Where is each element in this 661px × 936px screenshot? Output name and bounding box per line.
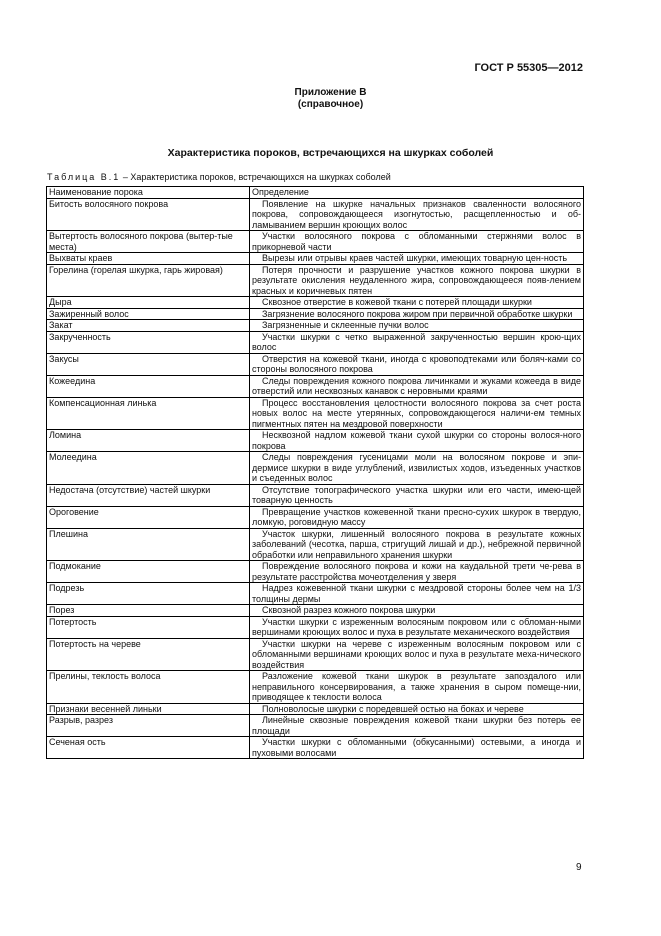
defect-name-cell: Закрученность xyxy=(47,331,250,353)
defect-definition-cell xyxy=(250,638,584,671)
table-row xyxy=(47,583,584,605)
defect-name-cell: Битость волосяного покрова xyxy=(47,198,250,231)
defect-name-cell: Компенсационная линька xyxy=(47,397,250,430)
appendix-heading xyxy=(0,87,661,111)
defect-name-cell: Недостача (отсутствие) частей шкурки xyxy=(47,484,250,506)
table-row xyxy=(47,353,584,375)
document-code: ГОСТ Р 55305—2012 xyxy=(474,62,583,74)
defect-name-cell: Зажиренный волос xyxy=(47,308,250,320)
defect-definition-text: Надрез кожевенной ткани шкурки с мездровой стороны более чем на 1/3 толщины дермы xyxy=(252,583,581,604)
table-caption-text: – Характеристика пороков, встречающихся на шкурках соболей xyxy=(120,172,391,182)
defect-name-cell: Подрезь xyxy=(47,583,250,605)
defect-name-cell: Закусы xyxy=(47,353,250,375)
table-header-row xyxy=(47,187,584,199)
table-body xyxy=(47,198,584,759)
defect-definition-cell xyxy=(250,583,584,605)
defect-definition-text: Несквозной надлом кожевой ткани сухой шкурки со стороны волося-ного покрова xyxy=(252,430,581,451)
defect-definition-text: Полноволосые шкурки с поредевшей остью на боках и череве xyxy=(262,703,524,714)
table-row xyxy=(47,671,584,704)
defect-definition-cell xyxy=(250,528,584,561)
defect-definition-cell xyxy=(250,320,584,332)
defect-definition-text: Вырезы или отрывы краев частей шкурки, имеющих товарную цен-ность xyxy=(262,253,568,263)
column-header-definition: Определение xyxy=(250,187,584,199)
table-row xyxy=(47,264,584,297)
defects-table xyxy=(46,186,584,759)
defect-definition-text: Отсутствие топографического участка шкурки или его части, имею-щей товарную ценность xyxy=(252,484,581,505)
defect-name-cell: Плешина xyxy=(47,528,250,561)
defect-definition-cell xyxy=(250,703,584,715)
defect-name-cell: Выхваты краев xyxy=(47,253,250,265)
defect-name-cell: Признаки весенней линьки xyxy=(47,703,250,715)
defect-definition-cell xyxy=(250,671,584,704)
defect-definition-cell xyxy=(250,737,584,759)
table-caption-label: Таблица В.1 xyxy=(47,172,121,182)
table-row xyxy=(47,253,584,265)
defect-definition-cell xyxy=(250,308,584,320)
defect-definition-cell xyxy=(250,198,584,231)
table-row xyxy=(47,375,584,397)
table-row xyxy=(47,297,584,309)
defect-definition-text: Процесс восстановления целостности волосяного покрова за счет роста новых волос на месте утерянных, сопровождающегося наличи-ем темных пигментных пятен на мездровой поверхности xyxy=(252,397,581,429)
table-row xyxy=(47,308,584,320)
table-row xyxy=(47,484,584,506)
defect-definition-text: Загрязнение волосяного покрова жиром при первичной обработке шкурки xyxy=(262,308,573,319)
defect-definition-text: Участки шкурки на череве с изреженным волосяным покровом или с обломанными вершинами кроющих волос и пуха в результате меха-нического воздействия xyxy=(252,638,581,670)
defect-name-cell: Закат xyxy=(47,320,250,332)
defect-name-cell: Ломина xyxy=(47,430,250,452)
defect-name-cell: Потертость xyxy=(47,616,250,638)
table-row xyxy=(47,198,584,231)
table-row xyxy=(47,638,584,671)
defect-definition-text: Участки шкурки с изреженным волосяным покровом или с обломан-ными вершинами кроющих волос и пуха в результате механического воздействия xyxy=(252,616,581,637)
defect-definition-cell xyxy=(250,561,584,583)
table-row xyxy=(47,331,584,353)
table-row xyxy=(47,320,584,332)
section-title: Характеристика пороков, встречающихся на шкурках соболей xyxy=(167,147,494,159)
defect-definition-text: Превращение участков кожевенной ткани пресно-сухих шкурок в твердую, ломкую, роговидную массу xyxy=(252,506,581,527)
defect-name-cell: Вытертость волосяного покрова (вытер-тые места) xyxy=(47,231,250,253)
table-row xyxy=(47,616,584,638)
defect-definition-text: Сквозное отверстие в кожевой ткани с потерей площади шкурки xyxy=(262,297,532,307)
defect-name-cell: Сеченая ость xyxy=(47,737,250,759)
table-row xyxy=(47,605,584,617)
defect-definition-cell xyxy=(250,430,584,452)
defect-definition-cell xyxy=(250,616,584,638)
defect-definition-text: Участки волосяного покрова с обломанными стержнями волос в прикорневой части xyxy=(252,231,581,252)
table-row xyxy=(47,737,584,759)
defect-name-cell: Молеедина xyxy=(47,452,250,485)
defect-definition-cell xyxy=(250,715,584,737)
defect-definition-cell xyxy=(250,506,584,528)
defect-name-cell: Подмокание xyxy=(47,561,250,583)
table-row xyxy=(47,561,584,583)
defect-definition-text: Появление на шкурке начальных признаков сваленности волосяного покрова, сопровождающееся изогнутостью, расщепленностью и об-ламыванием вершин кроющих волос xyxy=(252,198,581,230)
defect-definition-cell xyxy=(250,331,584,353)
page-number: 9 xyxy=(576,862,582,873)
table-row xyxy=(47,703,584,715)
defect-definition-cell xyxy=(250,231,584,253)
defect-definition-text: Загрязненные и склеенные пучки волос xyxy=(262,320,429,330)
defect-definition-text: Сквозной разрез кожного покрова шкурки xyxy=(262,605,436,615)
table-caption xyxy=(47,172,391,182)
defect-definition-cell xyxy=(250,353,584,375)
defect-definition-cell xyxy=(250,375,584,397)
table-row xyxy=(47,506,584,528)
table-row xyxy=(47,397,584,430)
defect-definition-text: Потеря прочности и разрушение участков кожного покрова шкурки в результате окисления неудаленного жира, сопровождающееся появ-лением красных и коричневых пятен xyxy=(252,264,581,296)
defect-name-cell: Разрыв, разрез xyxy=(47,715,250,737)
defect-definition-text: Линейные сквозные повреждения кожевой ткани шкурки без потерь ее площади xyxy=(252,715,581,736)
defect-name-cell: Порез xyxy=(47,605,250,617)
table-row xyxy=(47,452,584,485)
defect-definition-cell xyxy=(250,397,584,430)
defect-name-cell: Ороговение xyxy=(47,506,250,528)
appendix-title: Приложение В xyxy=(294,87,367,98)
table-row xyxy=(47,231,584,253)
defect-definition-cell xyxy=(250,484,584,506)
defect-definition-text: Участок шкурки, лишенный волосяного покрова в результате кожных заболеваний (чесотка, парша, стригущий лишай и др.), небрежной первичной обработки или неправильного хранения шкурки xyxy=(252,528,581,560)
table-row xyxy=(47,528,584,561)
defect-definition-text: Разложение кожевой ткани шкурок в результате запоздалого или неправильного консервирования, а также хранения в сыром помеще-нии, приводящее к теклости волоса xyxy=(252,671,581,702)
defect-definition-cell xyxy=(250,452,584,485)
defect-name-cell: Прелины, теклость волоса xyxy=(47,671,250,704)
table-row xyxy=(47,430,584,452)
defect-name-cell: Кожеедина xyxy=(47,375,250,397)
column-header-name: Наименование порока xyxy=(47,187,250,199)
appendix-subtitle: (справочное) xyxy=(297,99,364,110)
defect-name-cell: Потертость на череве xyxy=(47,638,250,671)
defect-definition-text: Следы повреждения гусеницами моли на волосяном покрове и эпи-дермисе шкурки в виде углублений, извилистых ходов, изъеденных участков и съеденных волос xyxy=(252,452,581,483)
defect-definition-cell xyxy=(250,605,584,617)
defect-name-cell: Дыра xyxy=(47,297,250,309)
table-row xyxy=(47,715,584,737)
defect-definition-text: Отверстия на кожевой ткани, иногда с кровоподтеками или боляч-ками со стороны волосяного покрова xyxy=(252,353,581,374)
defect-definition-cell xyxy=(250,297,584,309)
defect-definition-text: Следы повреждения кожного покрова личинками и жуками кожееда в виде отверстий или несквозных канавок с неровными краями xyxy=(252,375,581,396)
defect-definition-cell xyxy=(250,253,584,265)
defect-definition-text: Участки шкурки с четко выраженной закрученностью вершин крою-щих волос xyxy=(252,331,581,352)
defect-name-cell: Горелина (горелая шкурка, гарь жировая) xyxy=(47,264,250,297)
defect-definition-text: Участки шкурки с обломанными (обкусанными) остевыми, а иногда и пуховыми волосами xyxy=(252,737,581,758)
defect-definition-text: Повреждение волосяного покрова и кожи на каудальной трети че-рева в результате расстройства мочеотделения у зверя xyxy=(252,561,581,582)
defect-definition-cell xyxy=(250,264,584,297)
